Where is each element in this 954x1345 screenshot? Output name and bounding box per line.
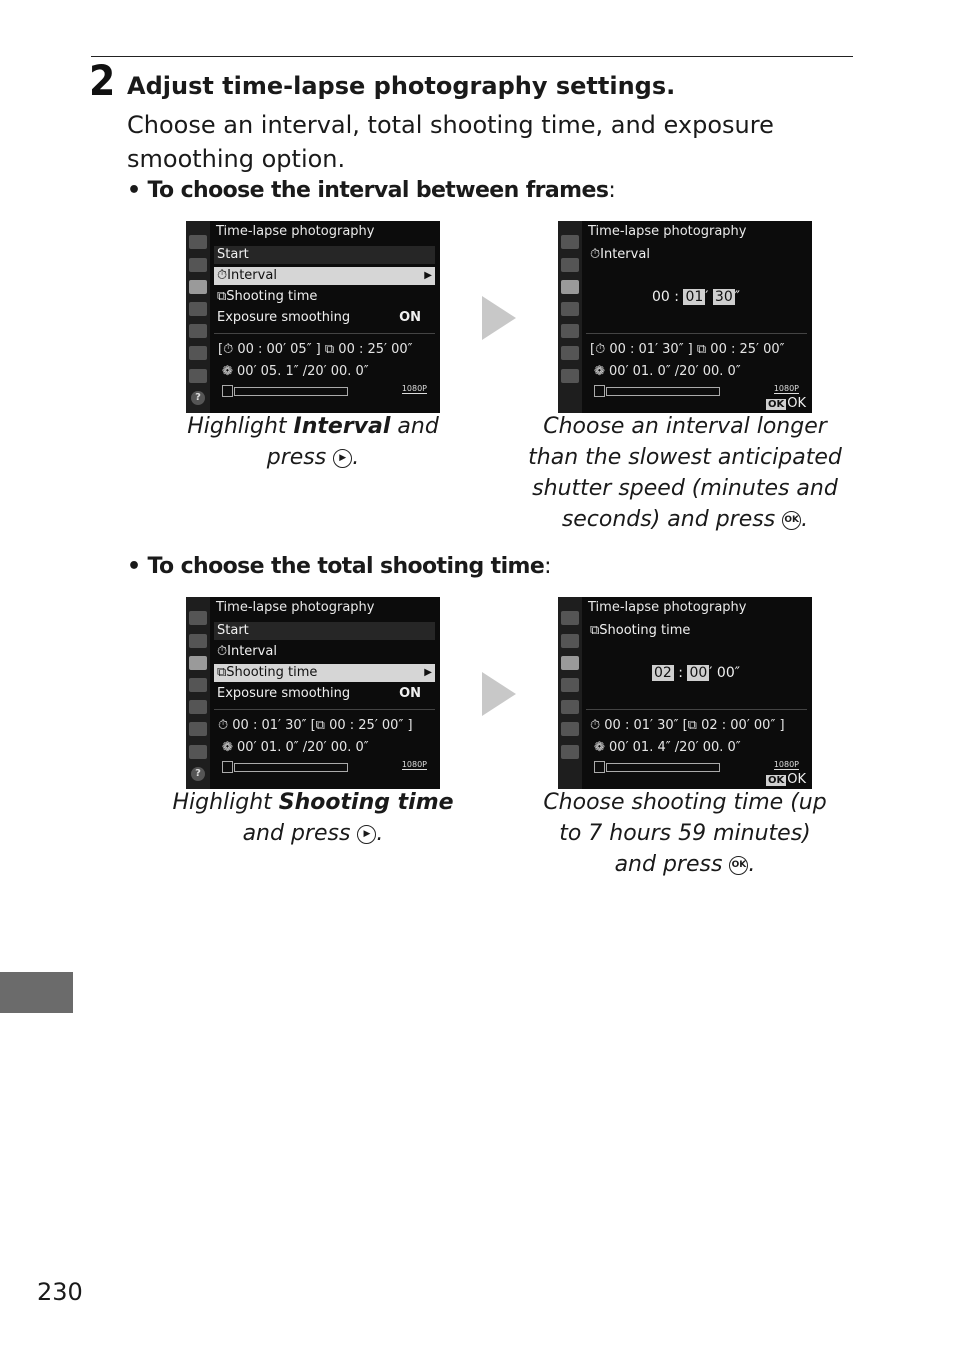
caption-text: Highlight [172, 790, 279, 815]
screen-subtitle: ⏱Interval [590, 247, 650, 262]
caption-choose-interval [520, 411, 850, 535]
my-menu-icon [189, 369, 207, 383]
step-number: 2 [89, 56, 115, 105]
info-line-2: ❁ 00′ 01. 0″ /20′ 00. 0″ [594, 364, 741, 379]
smoothing-value: ON [399, 310, 421, 325]
camera-icon [189, 258, 207, 272]
playback-icon [561, 611, 579, 625]
bullet-interval-text: To choose the interval between frames [147, 178, 609, 203]
card-icon [594, 761, 605, 773]
arrow-right-icon [482, 296, 516, 340]
card-icon [222, 761, 233, 773]
time-entry: 00 : 01 ′ 30 ″ [652, 289, 740, 305]
playback-icon [189, 235, 207, 249]
my-menu-icon [561, 745, 579, 759]
retouch-icon [189, 346, 207, 360]
camera-icon [189, 634, 207, 648]
menu-item-interval[interactable] [214, 267, 435, 285]
menu-item-start[interactable]: Start [214, 246, 435, 264]
info-line-2: ❁ 00′ 05. 1″ /20′ 00. 0″ [222, 364, 369, 379]
camera-icon [561, 634, 579, 648]
page-number: 230 [37, 1278, 83, 1306]
wrench-icon [561, 324, 579, 338]
time-entry: 02 : 00 ′ 00″ [654, 665, 740, 681]
chevron-right-icon: ▶ [424, 270, 432, 281]
quality-badge: 1080P [773, 384, 799, 393]
caption-bold: Shooting time [278, 790, 454, 815]
screen-title: Time-lapse photography [588, 224, 747, 239]
movie-icon [189, 280, 207, 294]
menu-sidebar [186, 597, 210, 789]
movie-icon [189, 656, 207, 670]
ok-button-icon: OK [782, 511, 801, 530]
hours-field[interactable]: 02 [654, 665, 672, 681]
chevron-right-icon: ▶ [424, 667, 432, 678]
camera-screen-menu-interval [186, 221, 440, 413]
wrench-icon [561, 700, 579, 714]
caption-text: Choose shooting time (up to 7 hours 59 minutes) and press [543, 790, 827, 877]
caption-bold: Interval [293, 414, 391, 439]
info-line-2: ❁ 00′ 01. 4″ /20′ 00. 0″ [594, 740, 741, 755]
info-panel [214, 333, 435, 408]
menu-item-shooting-time[interactable] [214, 664, 435, 682]
help-icon: ? [191, 391, 205, 405]
info-line-1: ⏱ 00 : 01′ 30″ [⧉ 02 : 00′ 00″ ] [590, 718, 785, 733]
caption-end: . [748, 852, 756, 877]
menu-item-interval[interactable]: ⏱Interval [217, 644, 277, 659]
ok-icon: OK [767, 399, 785, 410]
caption-end: . [352, 445, 360, 470]
menu-item-label: ⏱Interval [217, 268, 277, 283]
caption-text: Highlight [187, 414, 294, 439]
caption-text: and press [242, 821, 351, 846]
camera-screen-menu-shooting-time [186, 597, 440, 789]
bullet-shooting-time: • To choose the total shooting time: [127, 554, 551, 579]
menu-item-shooting-time[interactable]: ⧉Shooting time [217, 289, 318, 304]
top-rule [91, 56, 853, 57]
menu-item-label: Exposure smoothing [217, 686, 351, 701]
menu-item-exposure-smoothing[interactable] [214, 685, 435, 703]
help-icon: ? [191, 767, 205, 781]
retouch-icon [561, 346, 579, 360]
seconds-field[interactable]: 30 [714, 289, 733, 305]
chapter-tab [0, 972, 73, 1013]
quality-badge: 1080P [773, 760, 799, 769]
progress-bar [234, 763, 348, 772]
caption-highlight-interval [186, 411, 440, 473]
bullet-shooting-time-text: To choose the total shooting time [147, 554, 545, 579]
pencil-icon [189, 678, 207, 692]
ok-button[interactable] [766, 396, 806, 411]
ok-label: OK [787, 396, 806, 411]
camera-screen-interval-set [558, 221, 812, 413]
card-icon [222, 385, 233, 397]
menu-sidebar [558, 597, 582, 789]
menu-item-exposure-smoothing[interactable] [214, 309, 435, 327]
info-line-2: ❁ 00′ 01. 0″ /20′ 00. 0″ [222, 740, 369, 755]
playback-icon [561, 235, 579, 249]
hours-field[interactable]: 00 [652, 289, 670, 305]
screen-title: Time-lapse photography [216, 224, 375, 239]
multi-selector-right-icon: ▶ [357, 825, 376, 844]
wrench-icon [189, 700, 207, 714]
step-title: Adjust time-lapse photography settings. [127, 72, 676, 100]
bullet-interval: • To choose the interval between frames: [127, 178, 616, 203]
quality-badge: 1080P [401, 384, 427, 393]
bullet-colon: : [608, 178, 616, 203]
info-panel [214, 709, 435, 784]
progress-bar [234, 387, 348, 396]
bullet-colon: : [544, 554, 551, 579]
card-icon [594, 385, 605, 397]
menu-sidebar [558, 221, 582, 413]
progress-bar [606, 763, 720, 772]
my-menu-icon [561, 369, 579, 383]
seconds-field[interactable]: 00 [716, 665, 735, 681]
ok-button-icon: OK [729, 856, 748, 875]
quality-badge: 1080P [401, 760, 427, 769]
camera-icon [561, 258, 579, 272]
minutes-field[interactable]: 00 [689, 665, 708, 681]
caption-text: and press [266, 414, 439, 470]
caption-text: Choose an interval longer than the slowest anticipated shutter speed (minutes and seconds) and press [528, 414, 842, 532]
minutes-field[interactable]: 01 [685, 289, 704, 305]
caption-end: . [376, 821, 384, 846]
screen-title: Time-lapse photography [588, 600, 747, 615]
smoothing-value: ON [399, 686, 421, 701]
wrench-icon [189, 324, 207, 338]
info-line-1: ⏱ 00 : 01′ 30″ [⧉ 00 : 25′ 00″ ] [218, 718, 413, 733]
menu-sidebar [186, 221, 210, 413]
menu-item-label: ⧉Shooting time [217, 665, 318, 680]
screen-title: Time-lapse photography [216, 600, 375, 615]
retouch-icon [561, 722, 579, 736]
caption-highlight-shooting-time [150, 787, 476, 849]
info-line-1: [⏱ 00 : 00′ 05″ ] ⧉ 00 : 25′ 00″ [218, 342, 413, 357]
camera-screen-shooting-time-set [558, 597, 812, 789]
menu-item-label: Exposure smoothing [217, 310, 351, 325]
retouch-icon [189, 722, 207, 736]
arrow-right-icon [482, 672, 516, 716]
my-menu-icon [189, 745, 207, 759]
ok-label: OK [787, 772, 806, 787]
pencil-icon [189, 302, 207, 316]
ok-button[interactable] [766, 772, 806, 787]
ok-icon: OK [767, 775, 785, 786]
info-line-1: [⏱ 00 : 01′ 30″ ] ⧉ 00 : 25′ 00″ [590, 342, 785, 357]
caption-choose-shooting-time [540, 787, 830, 880]
progress-bar [606, 387, 720, 396]
caption-end: . [801, 507, 809, 532]
multi-selector-right-icon: ▶ [333, 449, 352, 468]
playback-icon [189, 611, 207, 625]
menu-item-start[interactable]: Start [214, 622, 435, 640]
screen-subtitle: ⧉Shooting time [590, 623, 691, 638]
step-description: Choose an interval, total shooting time, and exposure smoothing option. [127, 111, 774, 173]
